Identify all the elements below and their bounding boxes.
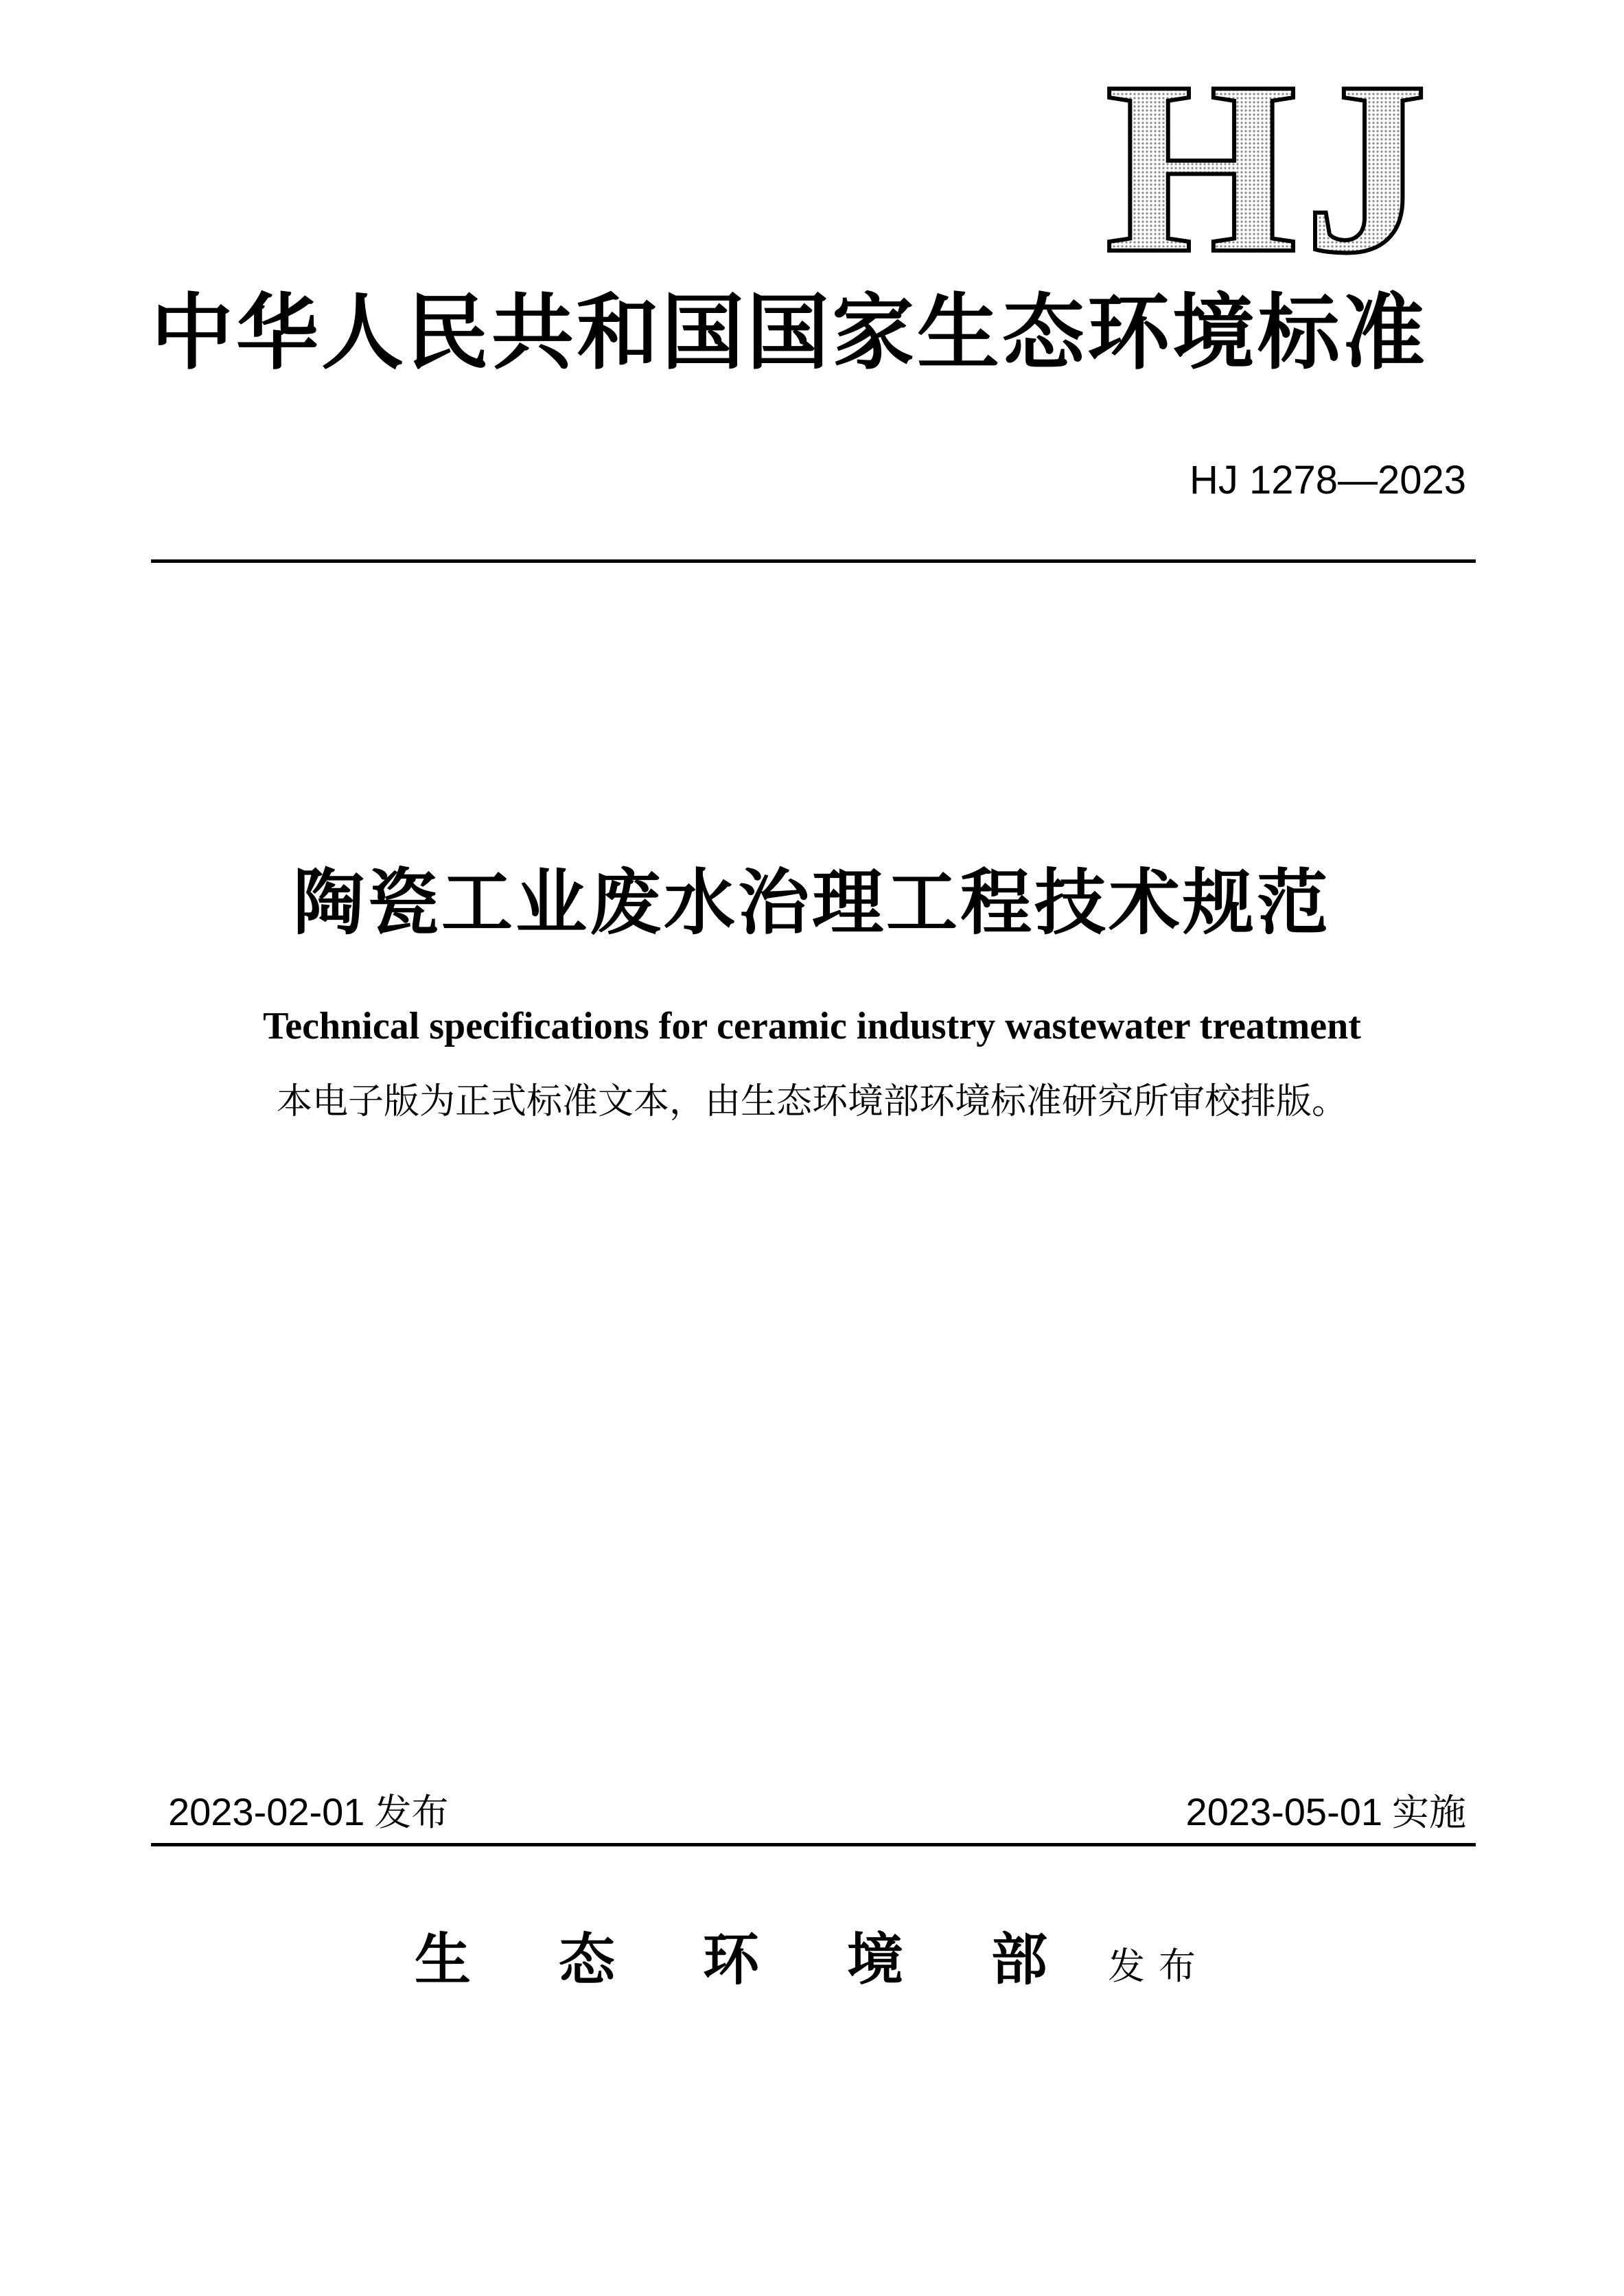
effective-label: 实施: [1392, 1791, 1466, 1834]
effective-date-line: [1186, 1785, 1466, 1840]
effective-date: 2023-05-01: [1185, 1790, 1382, 1833]
edition-note: 本电子版为正式标准文本，由生态环境部环境标准研究所审校排版。: [276, 1081, 1347, 1122]
bottom-divider: [151, 1843, 1476, 1846]
issuer-suffix: 发布: [1108, 1945, 1209, 1988]
hj-logo-text: HJ: [1104, 76, 1435, 261]
english-title: Technical specifications for ceramic industry wastewater treatment: [263, 1005, 1361, 1047]
issue-label: 发布: [374, 1791, 449, 1834]
issue-date: 2023-02-01: [168, 1790, 365, 1833]
top-divider: [151, 559, 1476, 563]
chinese-title: 陶瓷工业废水治理工程技术规范: [292, 861, 1331, 944]
issuer-line: [0, 1922, 1624, 1997]
standard-number: HJ 1278—2023: [1189, 458, 1466, 502]
issuer-name: 生态环境部: [414, 1927, 1135, 1993]
issue-date-line: [168, 1785, 448, 1840]
org-title: 中华人民共和国国家生态环境标准: [151, 284, 1428, 381]
hj-logo: [1091, 76, 1448, 261]
